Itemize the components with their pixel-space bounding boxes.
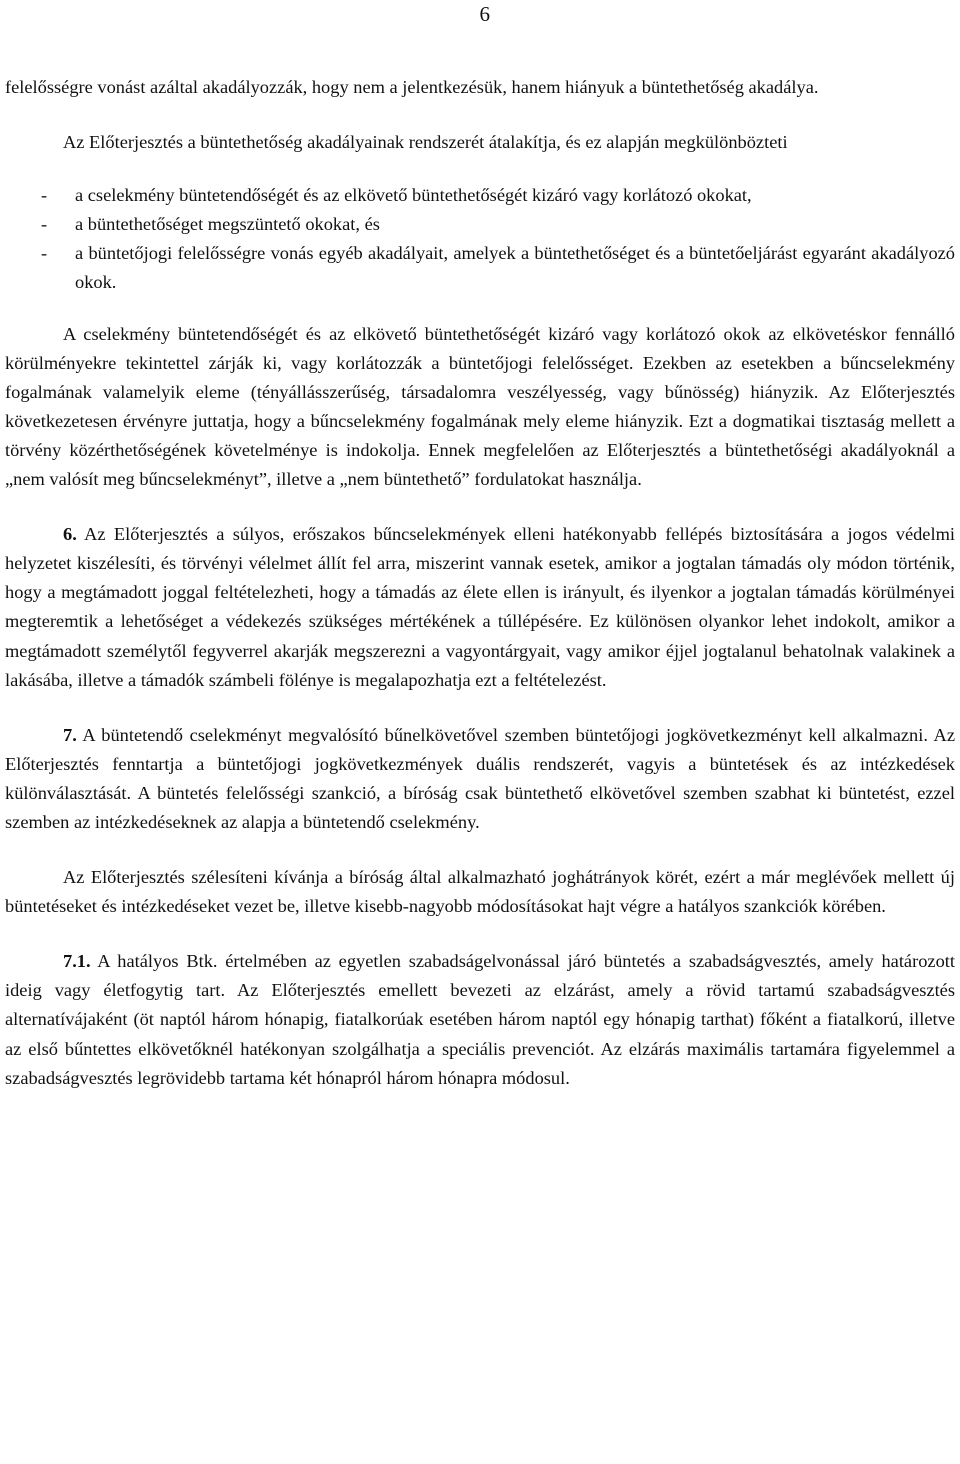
page-number: 6 (479, 2, 490, 26)
section-text: A büntetendő cselekményt megvalósító bűnelkövetővel szemben büntetőjogi jogkövetkezményt kell alkalmazni. Az Előterjesztés fenntartja a büntetőjogi jogkövetkezmények duális rendszerét, vagyis a büntetések és az intézkedések különválasztását. A büntetés felelősségi szankció, a bíróság csak büntethető elkövetővel szemben szabhat ki büntetést, ezzel szemben az intézkedéseknek az alapja a büntetendő cselekmény. (5, 724, 955, 832)
section-number: 7. (63, 724, 77, 745)
paragraph-exclusion-reasons: A cselekmény büntetendőségét és az elkövető büntethetőségét kizáró vagy korlátozó okok az elkövetéskor fennálló körülményekre tekintettel zárják ki, vagy korlátozzák a büntetőjogi felelősséget. Ezekben az esetekben a bűncselekmény fogalmának valamelyik eleme (tényállásszerűség, társadalomra veszélyesség, vagy bűnösség) hiányzik. Az Előterjesztés következetesen érvényre juttatja, hogy a bűncselekmény fogalmának mely eleme hiányzik. Ezt a dogmatikai tisztaság mellett a törvény közérthetőségének követelménye is indokolja. Ennek megfelelően az Előterjesztés a büntethetőségi akadályoknál a „nem valósít meg bűncselekményt”, illetve a „nem büntethető” fordulatokat használja. (5, 323, 955, 490)
list-item: - a cselekmény büntetendőségét és az elkövető büntethetőségét kizáró vagy korlátozó okokat, (5, 181, 955, 210)
reason-list (5, 181, 955, 297)
document-body (5, 73, 955, 1093)
dash-bullet: - (41, 243, 48, 264)
section-text: A hatályos Btk. értelmében az egyetlen szabadságelvonással járó büntetés a szabadságvesztés, amely határozott ideig vagy életfogytig tart. Az Előterjesztés emellett bevezeti az elzárást, amely a rövid tartamú szabadságvesztés alternatívájaként (öt naptól három hónapig, fiatalkorúak esetében három naptól egy hónapig tarthat) főként a fiatalkorú, illetve az első bűntettes elkövetőknél hatékonyan szolgálhatja a speciális prevenciót. Az elzárás maximális tartamára figyelemmel a szabadságvesztés legrövidebb tartama két hónapról három hónapra módosul. (5, 951, 955, 1088)
paragraph-intro: Az Előterjesztés a büntethetőség akadályainak rendszerét átalakítja, és ez alapján megkülönbözteti (63, 132, 788, 153)
paragraph-sanctions: Az Előterjesztés szélesíteni kívánja a bíróság által alkalmazható joghátrányok körét, ezért a már meglévőek mellett új büntetéseket és intézkedéseket vezet be, illetve kisebb-nagyobb módosításokat hajt végre a hatályos szankciók körében. (5, 867, 955, 917)
section-number: 6. (63, 524, 77, 545)
section-6 (5, 520, 955, 695)
dash-bullet: - (41, 185, 48, 206)
section-text: Az Előterjesztés a súlyos, erőszakos bűncselekmények elleni hatékonyabb fellépés biztosítására a jogos védelmi helyzetet kiszélesíti, és törvényi vélelmet állít fel arra, miszerint vannak esetek, amikor a jogtalan támadás oly módon történik, hogy a megtámadott joggal feltételezheti, hogy a támadás az élete ellen is irányult, és ilyenkor a jogtalan támadás körülményei megteremtik a lehetőséget a védekezés szükséges mértékének a túllépésére. Ez különösen olyankor lehet indokolt, amikor a megtámadott személytől fegyverrel akarják megszerezni a vagyontárgyait, vagy amikor éjjel jogtalanul behatolnak valakinek a lakásába, illetve a támadók számbeli fölénye is megalapozhatja ezt a feltételezést. (5, 524, 955, 690)
section-7-1 (5, 947, 955, 1092)
section-number: 7.1. (63, 951, 91, 972)
section-7 (5, 721, 955, 837)
paragraph-continuation: felelősségre vonást azáltal akadályozzák, hogy nem a jelentkezésük, hanem hiányuk a büntethetőség akadálya. (5, 77, 819, 97)
list-item: - a büntethetőséget megszüntető okokat, és (5, 210, 955, 239)
dash-bullet: - (41, 214, 48, 235)
list-item: - a büntetőjogi felelősségre vonás egyéb akadályait, amelyek a büntethetőséget és a büntetőeljárást egyaránt akadályozó okok. (5, 239, 955, 297)
